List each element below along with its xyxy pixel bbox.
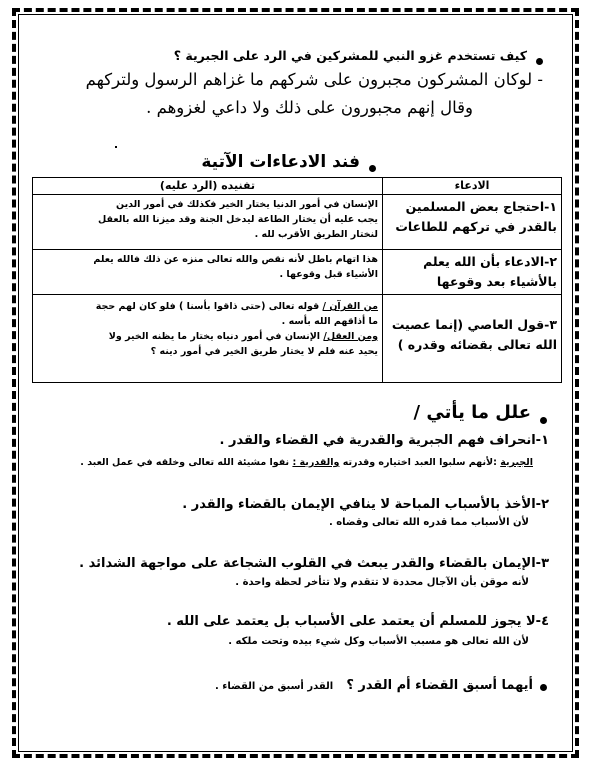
- claim-2-line1: ٢-الادعاء بأن الله يعلم: [423, 254, 557, 269]
- refutation-1-line2: يجب عليه أن يختار الطاعة ليدخل الجنة وقد ميزنا الله بالعقل: [98, 214, 378, 225]
- last-question: أيهما أسبق القضاء أم القدر ؟: [346, 678, 533, 693]
- refutation-3-reason-text: الإنسان في أمور دنياه يختار ما يظنه الخير ولا: [108, 331, 321, 342]
- bullet-refute: [369, 165, 376, 172]
- bullet-q1: [536, 58, 543, 65]
- claim-1-line2: بالقدر في تركهم للطاعات: [395, 219, 557, 234]
- refutation-3-quran-label: من القرآن /: [322, 301, 378, 312]
- header-refutation: تفنيده (الرد عليه): [33, 178, 383, 195]
- bullet-last: [540, 684, 547, 691]
- explain-3-question: ٣-الإيمان بالقضاء والقدر يبعث في القلوب الشجاعة على مواجهة الشدائد .: [79, 556, 549, 571]
- explain-2-answer: لأن الأسباب مما قدره الله تعالى وقضاه .: [328, 517, 529, 528]
- claim-cell-3: [383, 295, 562, 383]
- claim-2-line2: بالأشياء بعد وقوعها: [436, 274, 557, 289]
- last-answer: القدر أسبق من القضاء .: [214, 681, 334, 692]
- explain-2-question: ٢-الأخذ بالأسباب المباحة لا ينافي الإيمان بالقضاء والقدر .: [182, 497, 549, 512]
- claim-cell-2: [383, 250, 562, 295]
- claim-3-line2: الله تعالى بقضائه وقدره ): [397, 337, 557, 352]
- table-row: [33, 295, 562, 383]
- refutation-cell-2: [33, 250, 383, 295]
- refute-title: فند الادعاءات الآتية: [201, 152, 360, 172]
- table-header-row: [33, 178, 562, 195]
- table-row: [33, 195, 562, 250]
- table-row: [33, 250, 562, 295]
- explain-1-answer-text1: :لأنهم سلبوا العبد اختياره وقدرته: [342, 457, 497, 468]
- refutation-cell-1: [33, 195, 383, 250]
- last-question-line: [215, 674, 533, 693]
- bullet-explain: [540, 417, 547, 424]
- claim-cell-1: [383, 195, 562, 250]
- claim-3-line1: ٣-قول العاصي (إنما عصيت: [391, 317, 557, 332]
- claim-1-line1: ١-احتجاج بعض المسلمين: [405, 199, 557, 214]
- header-claim: الادعاء: [383, 178, 562, 195]
- refutation-1-line1: الإنسان في أمور الدنيا يختار الخير فكذلك في أمور الدين: [116, 199, 378, 210]
- explain-4-answer: لأن الله تعالى هو مسبب الأسباب وكل شيء بيده وتحت ملكه .: [228, 636, 529, 647]
- q1-answer-line2: وقال إنهم مجبورون على ذلك ولا داعي لغزوهم .: [146, 98, 473, 117]
- explain-3-answer: لأنه موقن بأن الآجال محددة لا تتقدم ولا تتأخر لحظة واحدة .: [235, 577, 529, 588]
- refutation-1-line3: لنختار الطريق الأقرب لله .: [254, 229, 378, 240]
- explain-1-question: ١-انحراف فهم الجبرية والقدرية في القضاء والقدر .: [219, 433, 549, 448]
- explain-1-answer-label1: الجبرية: [500, 457, 533, 468]
- explain-1-answer: [80, 457, 533, 468]
- explain-title: علل ما يأتي /: [413, 402, 531, 423]
- refutation-3-line2: ما أذاقهم الله بأسه .: [281, 316, 378, 327]
- refutation-3-line1: [37, 299, 378, 314]
- claims-table: [32, 177, 562, 383]
- explain-1-answer-text2: نفوا مشيئة الله تعالى وخلقه في عمل العبد .: [80, 457, 290, 468]
- refutation-3-reason-label: ومن العقل/: [323, 331, 378, 342]
- explain-4-question: ٤-لا يجوز للمسلم أن يعتمد على الأسباب بل يعتمد على الله .: [166, 614, 549, 629]
- refutation-3-line3: [37, 329, 378, 344]
- q1-answer-line1: - لوكان المشركون مجبرون على شركهم ما غزاهم الرسول ولتركهم: [85, 70, 543, 89]
- refutation-3-line4: يحيد عنه فلم لا يختار طريق الخير في أمور دينه ؟: [150, 346, 378, 357]
- refutation-2-line2: الأشياء قبل وقوعها .: [279, 269, 378, 280]
- stray-dot: [115, 146, 117, 148]
- explain-1-answer-label2: والقدرية :: [292, 457, 340, 468]
- refutation-cell-3: [33, 295, 383, 383]
- refutation-3-quran-text: قوله تعالى (حتى ذاقوا بأسنا ) فلو كان لهم حجة: [95, 301, 320, 312]
- refutation-2-line1: هذا اتهام باطل لأنه نقص والله تعالى منزه عن ذلك فالله يعلم: [93, 254, 378, 265]
- q1-question: كيف تستخدم غزو النبي للمشركين في الرد على الجبرية ؟: [173, 48, 527, 63]
